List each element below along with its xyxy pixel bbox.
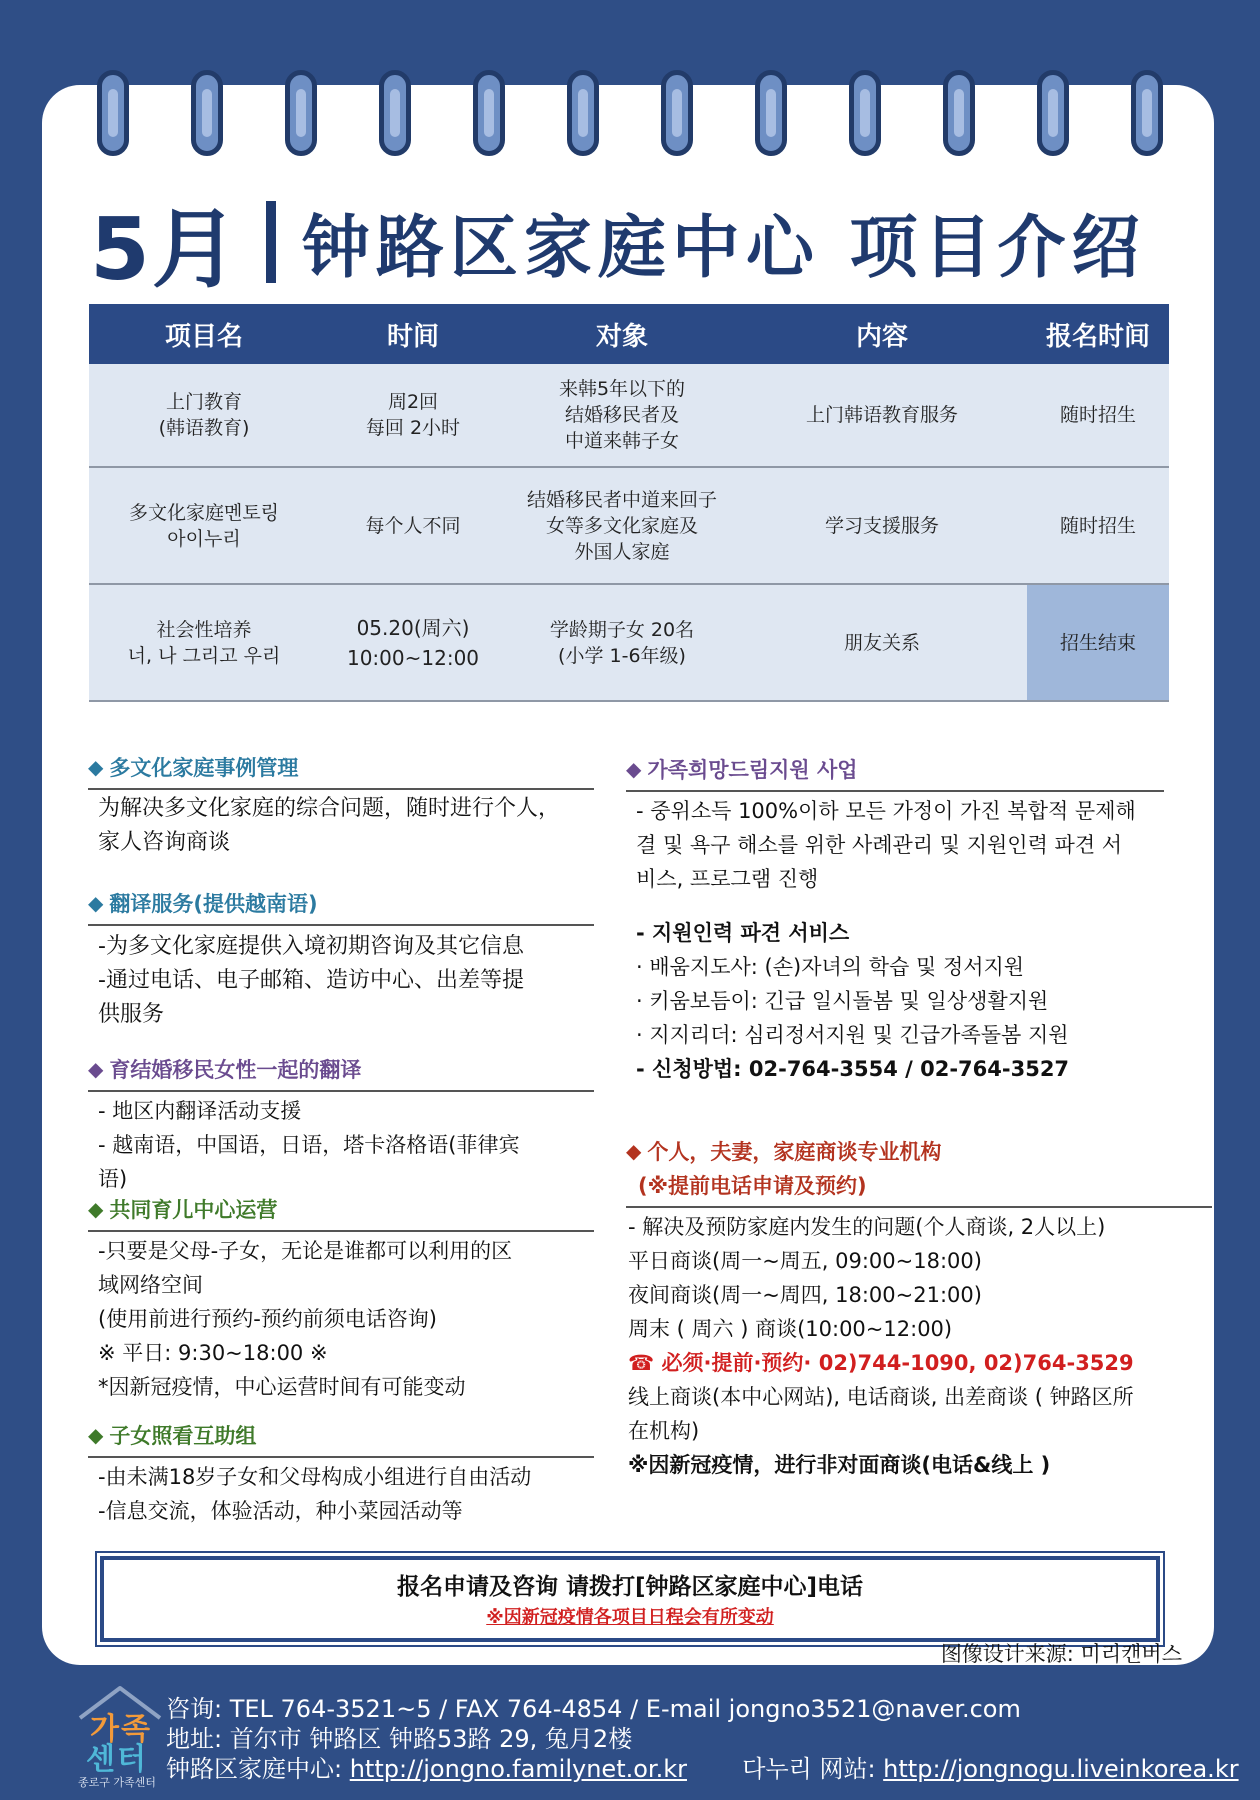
diamond-icon: ◆ [88,1197,104,1221]
section-divider [88,1230,594,1232]
section-divider [88,788,594,790]
section-counseling [626,1136,1212,1482]
section-title: 翻译服务(提供越南语) [109,892,318,916]
danuri-website-link[interactable]: http://jongnogu.liveinkorea.kr [883,1755,1239,1783]
section-line: - 越南语，中国语，日语，塔卡洛格语(菲律宾 [98,1133,520,1157]
spiral-binding [0,70,1260,160]
section-title: 가족희망드림지원 사업 [647,758,858,782]
table-header-row [89,304,1169,364]
column-header: 时间 [319,304,507,364]
section-line: - 중위소득 100%이하 모든 가정이 가진 복합적 문제해 [636,799,1136,823]
address-line: 地址: 首尔市 钟路区 钟路53路 29, 兔月2楼 [166,1725,633,1753]
ring-icon [755,70,787,156]
target-cell: 学龄期子女 20名 (小学 1-6年级) [507,584,737,701]
column-header: 项目名 [89,304,319,364]
page-title [90,192,1146,300]
section-line: 夜间商谈(周一~周四, 18:00~21:00) [628,1283,982,1307]
time-cell: 05.20(周六) 10:00~12:00 [319,584,507,701]
notice-warning: ※因新冠疫情各项目日程会有所变动 [486,1607,774,1628]
section-translation [88,888,594,1032]
table-row [89,584,1169,701]
section-divider [626,1206,1212,1208]
section-line: *因新冠疫情，中心运营时间有可能变动 [98,1375,466,1399]
section-childcare-center [88,1194,594,1404]
section-title: 个人，夫妻，家庭商谈专业机构 [647,1140,942,1164]
section-line: -只要是父母-子女，无论是谁都可以利用的区 [98,1239,513,1263]
section-case-management [88,752,594,860]
section-line: ※ 平日: 9:30~18:00 ※ [98,1341,328,1365]
notice-line: 报名申请及咨询 请拨打[钟路区家庭中心]电话 [396,1574,864,1600]
section-line: 平日商谈(周一~周五, 09:00~18:00) [628,1249,982,1273]
section-divider [88,1456,594,1458]
section-line: 비스, 프로그램 진행 [636,867,819,891]
ring-icon [849,70,881,156]
program-name-cell: 多文化家庭멘토링 아이누리 [89,467,319,584]
ring-icon [567,70,599,156]
image-credit: 图像设计来源: 미리캔버스 [940,1642,1182,1666]
ring-icon [1131,70,1163,156]
section-line: - 地区内翻译活动支援 [98,1099,302,1123]
ring-icon [285,70,317,156]
content-cell: 学习支援服务 [737,467,1027,584]
time-cell: 每个人不同 [319,467,507,584]
registration-notice [100,1556,1160,1642]
table-row [89,467,1169,584]
center-website-link[interactable]: http://jongno.familynet.or.kr [349,1755,687,1783]
section-line: · 키움보듬이: 긴급 일시돌봄 및 일상생활지원 [636,989,1049,1013]
content-cell: 上门韩语教育服务 [737,364,1027,467]
section-line: 周末 ( 周六 ) 商谈(10:00~12:00) [628,1317,953,1341]
section-divider [88,1090,594,1092]
diamond-icon: ◆ [88,891,104,915]
apply-phone: - 신청방법: 02-764-3554 / 02-764-3527 [636,1057,1070,1081]
apply-cell: 随时招生 [1027,364,1169,467]
section-line: 供服务 [98,1002,165,1027]
section-line: -由未满18岁子女和父母构成小组进行自由活动 [98,1465,532,1489]
section-mutual-care [88,1420,594,1528]
section-title: 育结婚移民女性一起的翻译 [109,1058,362,1082]
diamond-icon: ◆ [88,1057,104,1081]
diamond-icon: ◆ [88,1423,104,1447]
column-header: 报名时间 [1027,304,1169,364]
contact-line: 咨询: TEL 764-3521~5 / FAX 764-4854 / E-mail jongno3521@naver.com [166,1695,1021,1723]
section-line: 域网络空间 [98,1273,203,1297]
title-month: 5月 [90,200,240,300]
apply-cell-closed: 招生结束 [1027,584,1169,701]
target-cell: 结婚移民者中道来回子 女等多文化家庭及 外国人家庭 [507,467,737,584]
section-dispatch-service [626,916,1164,1086]
section-line: · 배움지도사: (손)자녀의 학습 및 정서지원 [636,955,1025,979]
section-line: 家人咨询商谈 [98,830,231,855]
diamond-icon: ◆ [626,1139,642,1163]
section-line: · 지지리더: 심리정서지원 및 긴급가족돌봄 지원 [636,1023,1069,1047]
family-center-logo: 가족 센터 종로구 가족센터 [74,1682,166,1792]
program-name-cell: 上门教育 (韩语教育) [89,364,319,467]
title-text: 钟路区家庭中心 项目介绍 [301,208,1146,288]
title-divider [266,201,276,283]
program-name-cell: 社会性培养 너, 나 그리고 우리 [89,584,319,701]
column-header: 对象 [507,304,737,364]
section-line: - 解决及预防家庭内发生的问题(个人商谈, 2人以上) [628,1215,1106,1239]
diamond-icon: ◆ [626,757,642,781]
target-cell: 来韩5年以下的 结婚移民者及 中道来韩子女 [507,364,737,467]
section-title: 共同育儿中心运营 [109,1198,278,1222]
section-divider [626,790,1164,792]
apply-cell: 随时招生 [1027,467,1169,584]
diamond-icon: ◆ [88,755,104,779]
covid-note: ※因新冠疫情，进行非对面商谈(电话&线上 ) [628,1453,1051,1477]
section-line: 在机构) [628,1419,700,1443]
content-cell: 朋友关系 [737,584,1027,701]
section-title: 子女照看互助组 [109,1424,257,1448]
section-interpretation [88,1054,594,1196]
ring-icon [1037,70,1069,156]
section-line: -通过电话、电子邮箱、造访中心、出差等提 [98,968,524,993]
section-line: -为多文化家庭提供入境初期咨询及其它信息 [98,934,524,959]
ring-icon [661,70,693,156]
section-heading: - 지원인력 파견 서비스 [636,921,850,945]
section-line: 결 및 욕구 해소를 위한 사례관리 및 지원인력 파견 서 [636,833,1123,857]
section-divider [88,924,594,926]
section-subtitle: (※提前电话申请及预约) [638,1174,867,1198]
section-line: -信息交流，体验活动，种小菜园活动等 [98,1499,463,1523]
table-row [89,364,1169,467]
program-table [89,304,1169,702]
section-line: 线上商谈(本中心网站), 电话商谈, 出差商谈 ( 钟路区所 [628,1385,1134,1409]
counsel-phone: ☎ 必须·提前·预约· 02)744-1090, 02)764-3529 [628,1351,1134,1375]
website-line: 钟路区家庭中心: http://jongno.familynet.or.kr 다누리 网站: http://jongnogu.liveinkorea.kr [166,1755,1239,1783]
section-family-hope [626,754,1164,896]
ring-icon [97,70,129,156]
section-line: (使用前进行预约-预约前须电话咨询) [98,1307,437,1331]
ring-icon [473,70,505,156]
ring-icon [191,70,223,156]
section-line: 为解决多文化家庭的综合问题，随时进行个人， [98,796,561,821]
section-title: 多文化家庭事例管理 [109,756,299,780]
ring-icon [943,70,975,156]
ring-icon [379,70,411,156]
time-cell: 周2回 每回 2小时 [319,364,507,467]
column-header: 内容 [737,304,1027,364]
contact-info [166,1694,1239,1784]
section-line: 语) [98,1167,128,1191]
